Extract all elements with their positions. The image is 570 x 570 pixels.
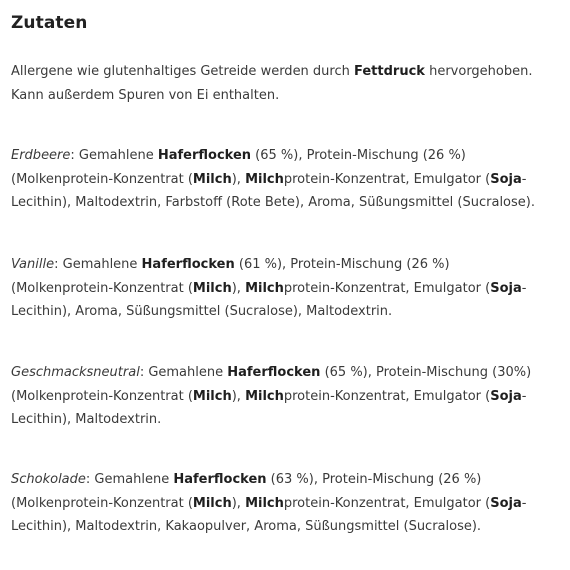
flavor-name: Erdbeere [11,148,71,163]
allergen-bold: Milch [192,495,232,511]
flavor-name: Schokolade [11,472,86,487]
flavor-ingredients-vanille [11,253,552,324]
ingredient-text: : Gemahlene [139,365,228,380]
allergen-bold: Milch [192,171,232,187]
ingredient-text: protein-Konzentrat, Emulgator ( [283,388,491,404]
flavor-ingredients-schokolade [11,468,552,539]
ingredient-text: -Lecithin), Maltodextrin, Kakaopulver, Aroma, Süßungsmittel (Sucralose). [11,495,527,534]
allergen-bold: Milch [245,388,284,404]
allergen-bold: Milch [192,280,232,296]
ingredient-text: ), [231,280,246,296]
ingredient-text: ), [231,171,246,187]
flavor-name: Vanille [11,257,55,272]
allergen-note-text: hervorgehoben. Kann außerdem Spuren von Ei enthalten. [11,64,533,103]
allergen-bold: Soja [490,495,522,511]
allergen-note-text: Allergene wie glutenhaltiges Getreide werden durch [11,64,355,79]
allergen-note [11,60,552,107]
ingredient-text: -Lecithin), Maltodextrin. [11,388,527,427]
ingredient-text: -Lecithin), Aroma, Süßungsmittel (Sucralose), Maltodextrin. [11,280,527,319]
allergen-bold: Haferflocken [227,365,321,380]
allergen-bold: Haferflocken [141,257,235,272]
ingredient-text: protein-Konzentrat, Emulgator ( [283,280,491,296]
allergen-bold: Soja [490,280,522,296]
allergen-bold: Haferflocken [173,472,267,487]
ingredient-text: ), [231,495,246,511]
allergen-bold: Milch [245,280,284,296]
flavor-ingredients-geschmacksneutral [11,361,552,432]
ingredient-text: protein-Konzentrat, Emulgator ( [283,495,491,511]
ingredient-text: : Gemahlene [85,472,174,487]
section-title: Zutaten [11,13,88,33]
ingredient-text: : Gemahlene [70,148,158,163]
ingredient-text: protein-Konzentrat, Emulgator ( [283,171,491,187]
ingredient-text: (65 %), Protein-Mischung (30%) (Molkenprotein-Konzentrat ( [11,365,532,404]
allergen-bold: Milch [245,495,284,511]
ingredient-text: : Gemahlene [54,257,142,272]
ingredient-text: (61 %), Protein-Mischung (26 %) (Molkenprotein-Konzentrat ( [11,257,450,296]
allergen-bold: Milch [245,171,284,187]
allergen-bold: Milch [192,388,232,404]
allergen-bold: Soja [490,388,522,404]
allergen-bold: Haferflocken [157,148,252,163]
ingredient-text: ), [231,388,246,404]
flavor-name: Geschmacksneutral [11,365,140,380]
ingredient-text: (65 %), Protein-Mischung (26 %) (Molkenprotein-Konzentrat ( [11,148,466,187]
flavor-ingredients-erdbeere [11,144,552,215]
ingredient-text: -Lecithin), Maltodextrin, Farbstoff (Rote Bete), Aroma, Süßungsmittel (Sucralose). [11,171,535,210]
ingredient-text: (63 %), Protein-Mischung (26 %) (Molkenprotein-Konzentrat ( [11,472,482,511]
allergen-bold: Soja [490,171,522,187]
allergen-note-bold: Fettdruck [354,64,425,79]
